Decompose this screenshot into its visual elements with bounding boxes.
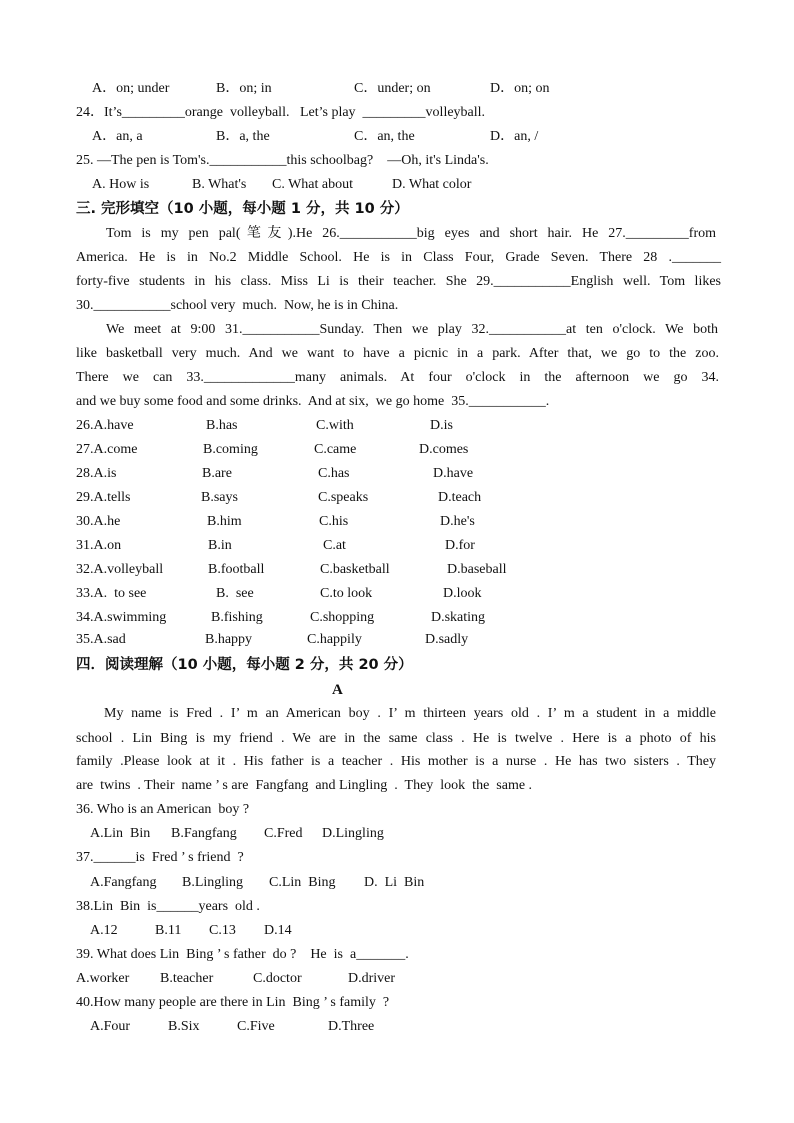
cloze-option: 31.A.on [76,538,122,553]
cloze-option: D.baseball [447,562,507,577]
cloze-p2-line4: and we buy some food and some drinks. And at six, we go home 35.___________. [76,394,550,409]
section3-heading: 三. 完形填空（10 小题，每小题 1 分，共 10 分） [76,201,409,217]
q38-option-a: A.12 [90,923,118,938]
reading-line1: My name is Fred . I’ m an American boy . I’ m thirteen years old . I’ m a student in a middle [104,706,716,721]
cloze-option: D.teach [438,490,482,505]
q24-question: 24．It’s_________orange volleyball. Let’s play _________volleyball. [76,105,486,120]
cloze-option: C.has [318,466,350,481]
q24-option-a: A．an, a [92,129,143,144]
cloze-option: B.are [202,466,232,481]
q40-question: 40.How many people are there in Lin Bing ’ s family ? [76,995,390,1010]
q25-option-b: B. What's [192,177,247,192]
cloze-p1-line4: 30.___________school very much. Now, he is in China. [76,298,399,313]
cloze-option: B.has [206,418,238,433]
cloze-option: C.speaks [318,490,369,505]
cloze-option: B. see [216,586,254,601]
cloze-option: B.says [201,490,238,505]
cloze-option: 33.A. to see [76,586,147,601]
cloze-option: D.skating [431,610,486,625]
cloze-option: D.look [443,586,482,601]
cloze-option: C.to look [320,586,373,601]
cloze-option: C.came [314,442,357,457]
q25-option-c: C. What about [272,177,354,192]
cloze-option: C.his [319,514,349,529]
q24-option-d: D．an, / [490,129,539,144]
cloze-option: D.for [445,538,475,553]
cloze-p1-line2: America. He is in No.2 Middle School. He is in Class Four, Grade Seven. There 28 ._______ [76,250,721,265]
q25-option-d: D. What color [392,177,472,192]
cloze-option: C.happily [307,632,362,647]
section4-heading: 四．阅读理解（10 小题，每小题 2 分，共 20 分） [76,657,413,673]
cloze-p1-line3: forty-five students in his class. Miss Li is their teacher. She 29.___________English well. Tom likes [76,274,721,289]
reading-line3: family .Please look at it . His father is a teacher . His mother is a nurse . He has two sisters . They [76,754,716,769]
q39-option-a: A.worker [76,971,130,986]
q38-option-d: D.14 [264,923,292,938]
cloze-option: 35.A.sad [76,632,126,647]
q38-option-c: C.13 [209,923,236,938]
q37-option-d: D. Li Bin [364,875,425,890]
cloze-option: 32.A.volleyball [76,562,164,577]
q23-option-d: D．on; on [490,81,550,96]
q37-option-a: A.Fangfang [90,875,157,890]
cloze-option: D.comes [419,442,469,457]
q37-option-b: B.Lingling [182,875,244,890]
cloze-option: C.at [323,538,346,553]
reading-part-label: A [332,682,343,698]
cloze-option: 29.A.tells [76,490,131,505]
cloze-option: B.him [207,514,242,529]
cloze-option: C.with [316,418,354,433]
q39-option-d: D.driver [348,971,396,986]
q37-question: 37.______is Fred ’ s friend ? [76,850,244,865]
cloze-option: B.football [208,562,265,577]
q40-option-c: C.Five [237,1019,275,1034]
q36-option-b: B.Fangfang [171,826,237,841]
cloze-option: B.fishing [211,610,263,625]
cloze-option: 26.A.have [76,418,134,433]
cloze-option: 27.A.come [76,442,138,457]
q38-option-b: B.11 [155,923,182,938]
cloze-option: 28.A.is [76,466,117,481]
q24-option-b: B．a, the [216,129,270,144]
q23-option-c: C．under; on [354,81,431,96]
q40-option-d: D.Three [328,1019,375,1034]
q24-option-c: C．an, the [354,129,415,144]
q36-option-a: A.Lin Bin [90,826,151,841]
cloze-option: C.shopping [310,610,375,625]
cloze-option: D.is [430,418,453,433]
reading-line4: are twins . Their name ’ s are Fangfang and Lingling . They look the same . [76,778,533,793]
q36-option-c: C.Fred [264,826,303,841]
reading-line2: school . Lin Bing is my friend . We are in the same class . He is twelve . Here is a photo of his [76,731,716,746]
q39-question: 39. What does Lin Bing ’ s father do ? He is a_______. [76,947,409,962]
cloze-option: D.sadly [425,632,469,647]
cloze-option: 30.A.he [76,514,121,529]
cloze-p2-line3: There we can 33._____________many animals. At four o'clock in the afternoon we go 34. [76,370,719,385]
cloze-p2-line1: We meet at 9:00 31.___________Sunday. Then we play 32.___________at ten o'clock. We both [106,322,718,337]
q40-option-a: A.Four [90,1019,131,1034]
q40-option-b: B.Six [168,1019,200,1034]
cloze-option: B.coming [203,442,258,457]
q39-option-c: C.doctor [253,971,302,986]
q36-option-d: D.Lingling [322,826,384,841]
cloze-option: 34.A.swimming [76,610,167,625]
cloze-option: B.happy [205,632,253,647]
cloze-option: D.have [433,466,474,481]
cloze-p2-line2: like basketball very much. And we want to have a picnic in a park. After that, we go to the zoo. [76,346,719,361]
cloze-option: B.in [208,538,232,553]
cloze-option: D.he's [440,514,475,529]
q39-option-b: B.teacher [160,971,214,986]
cloze-option: C.basketball [320,562,390,577]
q36-question: 36. Who is an American boy ? [76,802,250,817]
q25-question: 25. —The pen is Tom's.___________this schoolbag? —Oh, it's Linda's. [76,153,489,168]
q25-option-a: A. How is [92,177,150,192]
q23-option-a: A．on; under [92,81,170,96]
cloze-p1-line1: Tom is my pen pal(笔友).He 26.___________big eyes and short hair. He 27._________from [106,226,716,241]
q38-question: 38.Lin Bin is______years old . [76,899,260,914]
q23-option-b: B．on; in [216,81,272,96]
q37-option-c: C.Lin Bing [269,875,336,890]
